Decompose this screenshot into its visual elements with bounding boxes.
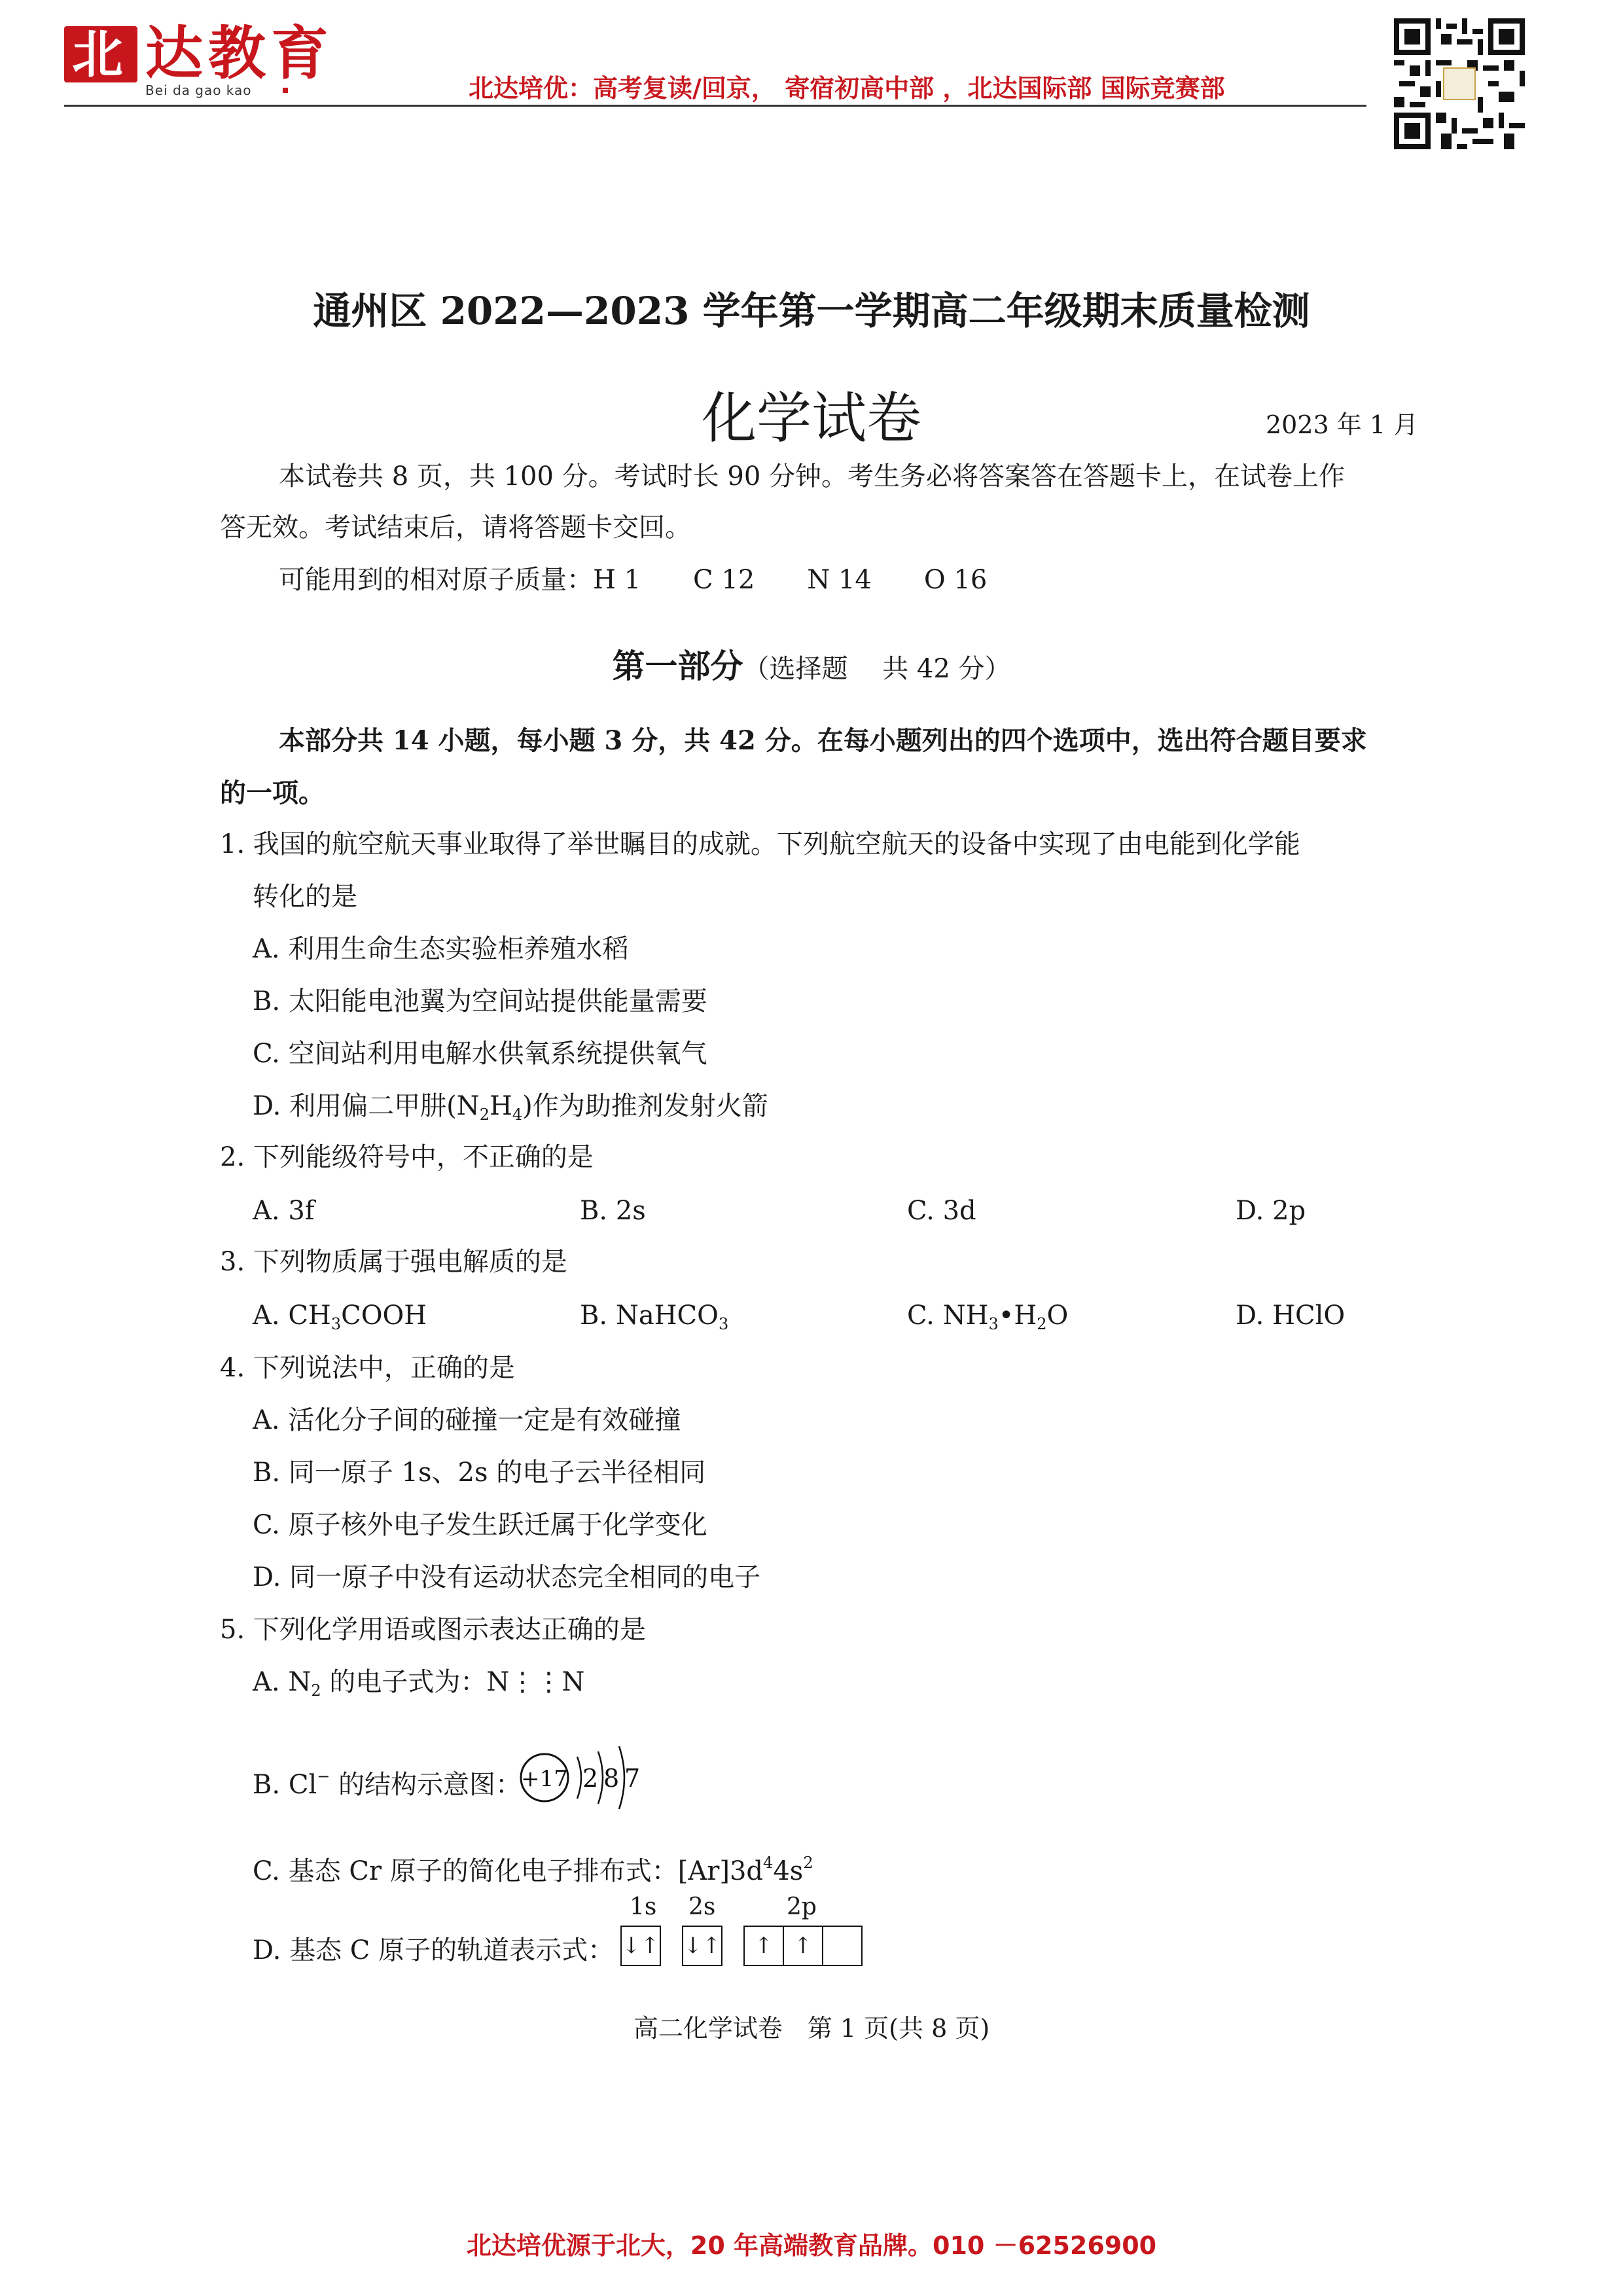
logo-text: 达教育 (145, 20, 334, 87)
q3-b-text: B. NaHCO (580, 1300, 719, 1331)
orbital-label-2p: 2p (787, 1893, 817, 1920)
section-heading (0, 640, 1623, 687)
q5-b-text: 的结构示意图： (330, 1770, 522, 1800)
exam-subject: 化学试卷 (701, 386, 921, 450)
q1-d-sub: 4 (512, 1105, 523, 1124)
q5-option-d: D. 基态 C 原子的轨道表示式： (253, 1935, 615, 1965)
q1-option-b: B. 太阳能电池翼为空间站提供能量需要 (253, 986, 707, 1016)
q1-d-text: )作为助推剂发射火箭 (522, 1091, 768, 1121)
orbital-box-1s: ↓↑ (620, 1926, 661, 1966)
q1-stem-line-2: 转化的是 (253, 882, 357, 912)
orbital-box-2p: ↑ (743, 1926, 784, 1966)
q5-stem: 5. 下列化学用语或图示表达正确的是 (220, 1615, 646, 1645)
q1-option-a: A. 利用生命生态实验柜养殖水稻 (253, 934, 629, 964)
q2-option-c: C. 3d (907, 1196, 976, 1226)
q3-c-sub: 2 (1037, 1315, 1047, 1333)
q3-a-text: COOH (341, 1300, 427, 1331)
q1-stem-line-1: 1. 我国的航空航天事业取得了举世瞩目的成就。下列航空航天的设备中实现了由电能到化学能 (220, 829, 1300, 859)
intro-line-2: 答无效。考试结束后，请将答题卡交回。 (220, 512, 691, 543)
q4-option-a: A. 活化分子间的碰撞一定是有效碰撞 (253, 1405, 681, 1435)
electron-shell-arc (619, 1746, 624, 1809)
logo-mark-char: 北 (72, 26, 124, 84)
shell-electron-count: 2 (582, 1764, 599, 1793)
orbital-diagram (622, 1926, 863, 1966)
cl-ion-structure-diagram (517, 1728, 648, 1820)
exam-date: 2023 年 1 月 (1266, 410, 1419, 439)
q3-a-text: A. CH (253, 1300, 331, 1331)
atomic-masses: 可能用到的相对原子质量：H 1 C 12 N 14 O 16 (279, 565, 988, 595)
section-instructions-2: 的一项。 (220, 778, 325, 808)
q5-option-b (253, 1758, 522, 1803)
q3-c-sub: 3 (988, 1315, 999, 1333)
q5-b-text: B. Cl (253, 1770, 317, 1800)
q5-c-text: C. 基态 Cr 原子的简化电子排布式：[Ar]3d (253, 1856, 764, 1886)
qr-code-icon (1394, 18, 1525, 149)
q5-a-text: 的电子式为： (321, 1667, 487, 1697)
footer-slogan: 北达培优源于北大，20 年高端教育品牌。010 －62526900 (466, 2231, 1157, 2260)
q1-d-text: D. 利用偏二甲肼(N (253, 1091, 480, 1121)
q3-b-sub: 3 (718, 1315, 729, 1333)
n2-electron-formula: N⋮⋮N (486, 1667, 585, 1697)
section-note: （选择题 共 42 分） (743, 654, 1011, 684)
q2-option-d: D. 2p (1236, 1196, 1306, 1226)
q5-option-c (253, 1844, 813, 1890)
q2-option-b: B. 2s (580, 1196, 646, 1226)
shell-electron-count: 7 (624, 1764, 641, 1793)
q1-option-c: C. 空间站利用电解水供氧系统提供氧气 (253, 1039, 707, 1069)
section-instructions-1: 本部分共 14 小题，每小题 3 分，共 42 分。在每小题列出的四个选项中，选出符合题目要求 (279, 725, 1367, 756)
q4-stem: 4. 下列说法中，正确的是 (220, 1353, 515, 1383)
q5-c-text: 4s (773, 1856, 804, 1886)
header-divider (64, 105, 1366, 107)
q3-c-text: C. NH (907, 1300, 989, 1331)
q3-stem: 3. 下列物质属于强电解质的是 (220, 1247, 567, 1277)
header-slogan: 北达培优：高考复读/回京， 寄宿初高中部 ，北达国际部 国际竞赛部 (469, 74, 1225, 103)
q1-d-sub: 2 (479, 1105, 490, 1124)
q5-option-a (253, 1664, 584, 1709)
nucleus-charge: +17 (521, 1766, 568, 1792)
q3-c-text: •H (998, 1300, 1037, 1331)
q3-option-a (253, 1297, 427, 1342)
q5-c-sup: 2 (803, 1854, 813, 1872)
q5-c-sup: 4 (763, 1854, 774, 1872)
q4-option-d: D. 同一原子中没有运动状态完全相同的电子 (253, 1562, 761, 1592)
orbital-label-2s: 2s (688, 1893, 716, 1920)
exam-title: 通州区 2022—2023 学年第一学期高二年级期末质量检测 (313, 289, 1310, 333)
orbital-label-1s: 1s (630, 1893, 657, 1920)
q3-option-b (580, 1297, 728, 1342)
q5-a-sub: 2 (311, 1681, 321, 1700)
q2-stem: 2. 下列能级符号中，不正确的是 (220, 1142, 594, 1172)
q3-option-d: D. HClO (1236, 1300, 1346, 1331)
q2-option-a: A. 3f (253, 1196, 315, 1226)
page-footer: 高二化学试卷 第 1 页(共 8 页) (633, 2014, 990, 2043)
shell-electron-count: 8 (603, 1764, 620, 1793)
q3-c-text: O (1046, 1300, 1069, 1331)
intro-line-1: 本试卷共 8 页，共 100 分。考试时长 90 分钟。考生务必将答案答在答题卡上，在试卷上作 (279, 461, 1345, 492)
q3-a-sub: 3 (330, 1315, 342, 1333)
q3-option-c (907, 1297, 1068, 1342)
q1-d-text: H (489, 1091, 512, 1121)
electron-shell-arc (577, 1757, 581, 1799)
section-title: 第一部分 (612, 647, 743, 685)
orbital-box-2s: ↓↑ (682, 1926, 722, 1966)
electron-shell-arc (598, 1751, 603, 1804)
logo-subtitle: Bei da gao kao (145, 82, 252, 98)
q4-option-b: B. 同一原子 1s、2s 的电子云半径相同 (253, 1458, 706, 1488)
logo-dot (283, 88, 288, 93)
q5-b-sup: − (317, 1767, 330, 1785)
orbital-box-2p (822, 1926, 863, 1966)
orbital-box-2p: ↑ (783, 1926, 823, 1966)
q5-a-text: A. N (253, 1667, 312, 1697)
q1-option-d (253, 1088, 768, 1133)
q4-option-c: C. 原子核外电子发生跃迁属于化学变化 (253, 1510, 707, 1540)
logo-mark (64, 26, 137, 82)
